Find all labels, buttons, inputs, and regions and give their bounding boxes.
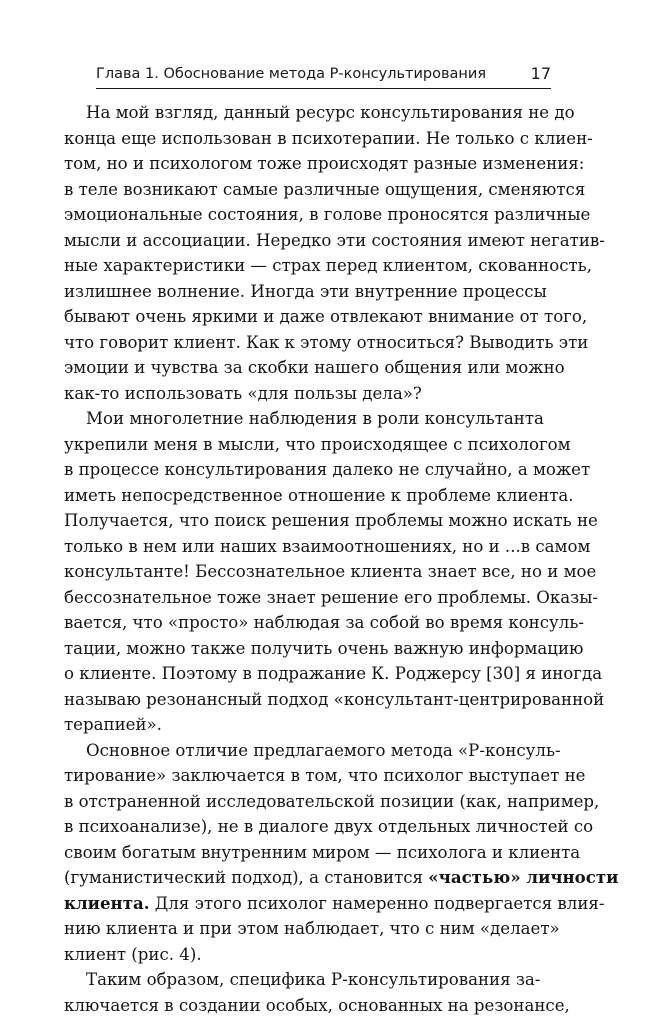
text-segment: Для этого психолог намеренно подвергается влия- [150, 894, 605, 913]
text-line: что говорит клиент. Как к этому относиться? Выводить эти [64, 330, 539, 356]
text-segment: (гуманистический подход), а становится [64, 868, 428, 887]
text-line: эмоциональные состояния, в голове проносятся различные [64, 202, 539, 228]
bold-emphasis: клиента. [64, 893, 150, 913]
text-line: Основное отличие предлагаемого метода «Р-консуль- [64, 738, 539, 764]
text-line: излишнее волнение. Иногда эти внутренние процессы [64, 279, 539, 305]
text-line: клиент (рис. 4). [64, 942, 539, 968]
text-line: своим богатым внутренним миром — психолога и клиента [64, 840, 539, 866]
body-text [64, 100, 539, 1018]
text-line: эмоции и чувства за скобки нашего общения или можно [64, 355, 539, 381]
text-line: в теле возникают самые различные ощущения, сменяются [64, 177, 539, 203]
text-line: в процессе консультирования далеко не случайно, а может [64, 457, 539, 483]
text-line: терапией». [64, 712, 539, 738]
text-line: том, но и психологом тоже происходят разные изменения: [64, 151, 539, 177]
text-line: Получается, что поиск решения проблемы можно искать не [64, 508, 539, 534]
paragraph-2 [64, 406, 539, 738]
paragraph-4 [64, 967, 539, 1018]
text-line: называю резонансный подход «консультант-центрированной [64, 687, 539, 713]
paragraph-3 [64, 738, 539, 968]
text-line: нию клиента и при этом наблюдает, что с ним «делает» [64, 916, 539, 942]
text-line: бывают очень яркими и даже отвлекают внимание от того, [64, 304, 539, 330]
text-line: бессознательное тоже знает решение его проблемы. Оказы- [64, 585, 539, 611]
text-line: На мой взгляд, данный ресурс консультирования не до [64, 100, 539, 126]
text-line: укрепили меня в мысли, что происходящее с психологом [64, 432, 539, 458]
text-line: в отстраненной исследовательской позиции (как, например, [64, 789, 539, 815]
text-line [64, 865, 539, 891]
text-line: ные характеристики — страх перед клиентом, скованность, [64, 253, 539, 279]
text-line [64, 891, 539, 917]
text-line: только в нем или наших взаимоотношениях, но и ...в самом [64, 534, 539, 560]
text-line: Таким образом, специфика Р-консультирования за- [64, 967, 539, 993]
text-line: консультанте! Бессознательное клиента знает все, но и мое [64, 559, 539, 585]
text-line: как-то использовать «для пользы дела»? [64, 381, 539, 407]
text-line: тации, можно также получить очень важную информацию [64, 636, 539, 662]
text-line: о клиенте. Поэтому в подражание К. Роджерсу [30] я иногда [64, 661, 539, 687]
running-header [96, 62, 551, 86]
text-line: мысли и ассоциации. Нередко эти состояния имеют негатив- [64, 228, 539, 254]
paragraph-1 [64, 100, 539, 406]
text-line: Мои многолетние наблюдения в роли консультанта [64, 406, 539, 432]
header-rule [96, 88, 551, 89]
text-line: вается, что «просто» наблюдая за собой во время консуль- [64, 610, 539, 636]
chapter-title: Глава 1. Обоснование метода Р-консультирования [96, 62, 486, 86]
text-line: тирование» заключается в том, что психолог выступает не [64, 763, 539, 789]
text-line: ключается в создании особых, основанных на резонансе, [64, 993, 539, 1018]
bold-emphasis: «частью» личности [428, 867, 618, 887]
page-number: 17 [531, 62, 551, 86]
text-line: в психоанализе), не в диалоге двух отдельных личностей со [64, 814, 539, 840]
text-line: конца еще использован в психотерапии. Не только с клиен- [64, 126, 539, 152]
text-line: иметь непосредственное отношение к проблеме клиента. [64, 483, 539, 509]
